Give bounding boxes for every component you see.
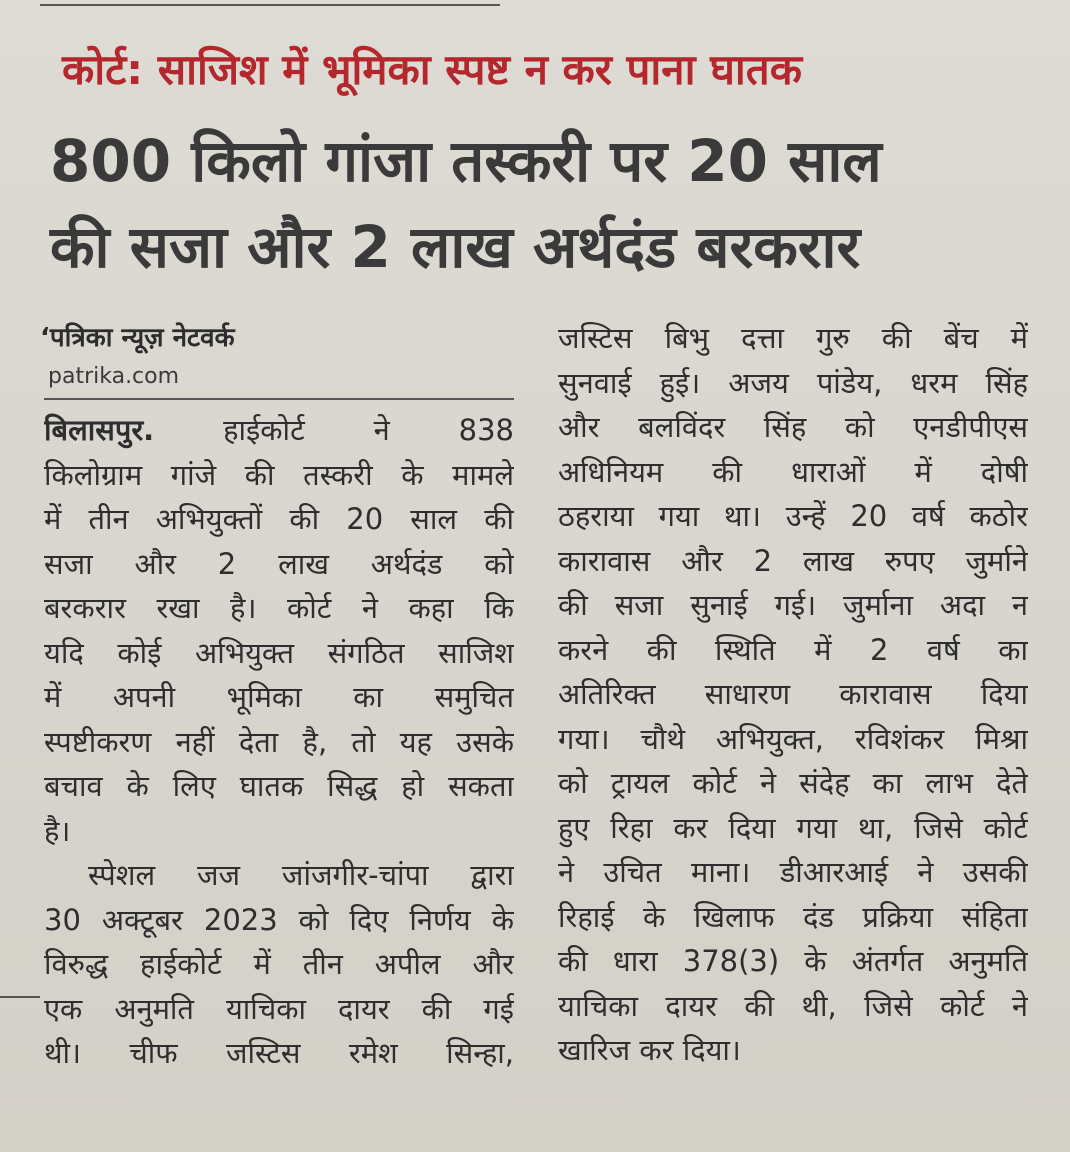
article-column-1 [44,408,514,1076]
article-line: को ट्रायल कोर्ट ने संदेह का लाभ देते [558,766,1028,800]
article-line: बचाव के लिए घातक सिद्ध हो सकता [44,769,514,803]
margin-dash [0,996,40,998]
dateline: बिलासपुर. [44,413,155,447]
article-line: अतिरिक्त साधारण कारावास दिया [558,677,1028,711]
article-line: ठहराया गया था। उन्हें 20 वर्ष कठोर [558,499,1028,533]
article-line: खारिज कर दिया। [558,1033,741,1067]
article-line: और बलविंदर सिंह को एनडीपीएस [558,410,1028,444]
article-line: 30 अक्टूबर 2023 को दिए निर्णय के [44,902,514,937]
article-line: जस्टिस बिभु दत्ता गुरु की बेंच में [558,321,1028,355]
article-line: अधिनियम की धाराओं में दोषी [558,454,1028,489]
article-column-2 [558,316,1028,1073]
article-line: यदि कोई अभियुक्त संगठित साजिश [44,635,514,670]
article-line: की धारा 378(3) के अंतर्गत अनुमति [558,944,1028,978]
article-line: एक अनुमति याचिका दायर की गई [44,991,514,1026]
article-line: सजा और 2 लाख अर्थदंड को [44,546,514,581]
article-line: रिहाई के खिलाफ दंड प्रक्रिया संहिता [558,899,1028,934]
article-line: किलोग्राम गांजे की तस्करी के मामले [44,457,514,492]
site-name: patrika.com [48,364,180,389]
main-headline [50,118,990,290]
article-line: में अपनी भूमिका का समुचित [44,680,514,714]
kicker-headline: कोर्ट: साजिश में भूमिका स्पष्ट न कर पाना घातक [62,45,803,94]
top-rule [40,4,500,6]
article-line: गया। चौथे अभियुक्त, रविशंकर मिश्रा [558,721,1028,756]
headline-line-1: 800 किलो गांजा तस्करी पर 20 साल [50,127,882,195]
article-line: में तीन अभियुक्तों की 20 साल की [44,502,514,536]
article-line: स्पष्टीकरण नहीं देता है, तो यह उसके [44,724,514,759]
headline-line-2: की सजा और 2 लाख अर्थदंड बरकरार [50,213,861,281]
article-line: थी। चीफ जस्टिस रमेश सिन्हा, [44,1036,514,1070]
article-line: करने की स्थिति में 2 वर्ष का [558,632,1028,667]
article-line: विरुद्ध हाईकोर्ट में तीन अपील और [44,947,514,981]
article-line: हुए रिहा कर दिया गया था, जिसे कोर्ट [558,810,1028,845]
article-line: सुनवाई हुई। अजय पांडेय, धरम सिंह [558,365,1028,400]
byline-text: पत्रिका न्यूज़ नेटवर्क [49,323,235,353]
article-line: याचिका दायर की थी, जिसे कोर्ट ने [558,988,1028,1023]
byline-rule [44,398,514,400]
article-line: की सजा सुनाई गई। जुर्माना अदा न [558,588,1028,622]
article-line: स्पेशल जज जांजगीर-चांपा द्वारा [88,858,514,892]
byline: ‘पत्रिका न्यूज़ नेटवर्क [40,323,235,353]
article-line: है। [44,813,71,848]
article-line: बरकरार रखा है। कोर्ट ने कहा कि [44,591,514,625]
article-line: कारावास और 2 लाख रुपए जुर्माने [558,543,1028,578]
article-line: बिलासपुर. हाईकोर्ट ने 838 [44,413,514,447]
article-line: ने उचित माना। डीआरआई ने उसकी [558,855,1028,889]
